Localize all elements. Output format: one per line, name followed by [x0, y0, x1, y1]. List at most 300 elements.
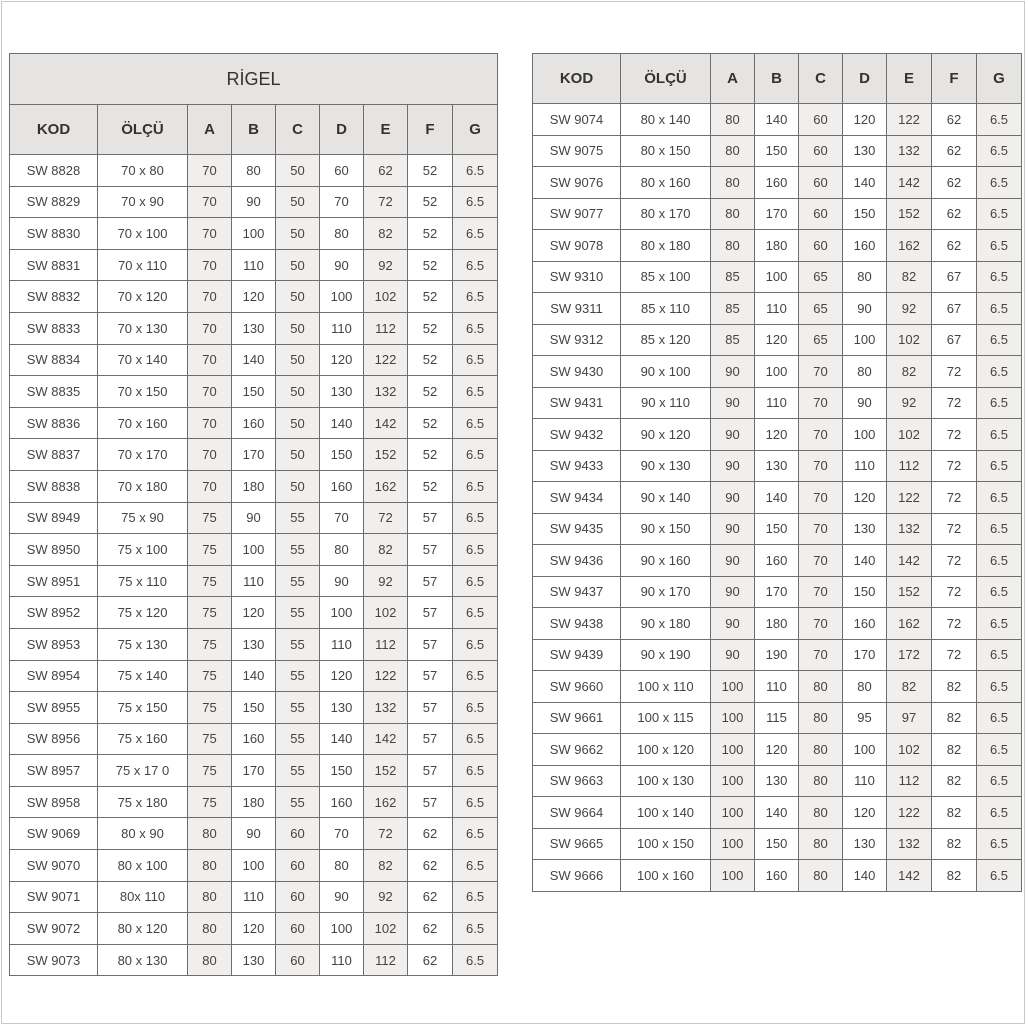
- column-header-kod: KOD: [533, 54, 621, 104]
- cell-kod: SW 9076: [533, 167, 621, 199]
- cell-d: 80: [843, 671, 887, 703]
- table-row: [10, 218, 498, 250]
- cell-b: 120: [755, 734, 799, 766]
- cell-e: 82: [364, 850, 408, 882]
- cell-b: 150: [755, 513, 799, 545]
- column-header-e: E: [364, 105, 408, 155]
- cell-d: 100: [843, 419, 887, 451]
- cell-b: 160: [755, 860, 799, 892]
- cell-b: 110: [232, 881, 276, 913]
- column-header-a: A: [711, 54, 755, 104]
- cell-e: 142: [887, 860, 932, 892]
- cell-d: 90: [843, 387, 887, 419]
- cell-f: 52: [408, 407, 453, 439]
- cell-e: 122: [364, 344, 408, 376]
- cell-ölçü: 75 x 150: [98, 692, 188, 724]
- column-header-e: E: [887, 54, 932, 104]
- cell-f: 72: [932, 545, 977, 577]
- cell-a: 90: [711, 482, 755, 514]
- cell-a: 90: [711, 419, 755, 451]
- cell-e: 112: [887, 765, 932, 797]
- cell-a: 90: [711, 387, 755, 419]
- cell-b: 170: [755, 576, 799, 608]
- cell-a: 75: [188, 692, 232, 724]
- cell-b: 100: [232, 534, 276, 566]
- cell-d: 130: [843, 135, 887, 167]
- cell-g: 6.5: [453, 565, 498, 597]
- cell-c: 55: [276, 628, 320, 660]
- cell-kod: SW 8836: [10, 407, 98, 439]
- cell-d: 150: [320, 439, 364, 471]
- cell-d: 100: [320, 281, 364, 313]
- cell-c: 65: [799, 261, 843, 293]
- cell-d: 120: [320, 344, 364, 376]
- cell-c: 50: [276, 218, 320, 250]
- cell-f: 82: [932, 765, 977, 797]
- cell-f: 62: [932, 167, 977, 199]
- cell-b: 170: [232, 755, 276, 787]
- cell-ölçü: 70 x 120: [98, 281, 188, 313]
- cell-e: 102: [364, 281, 408, 313]
- cell-b: 110: [755, 671, 799, 703]
- cell-ölçü: 70 x 110: [98, 249, 188, 281]
- cell-e: 92: [364, 881, 408, 913]
- cell-a: 100: [711, 765, 755, 797]
- cell-c: 65: [799, 324, 843, 356]
- cell-ölçü: 70 x 150: [98, 376, 188, 408]
- cell-g: 6.5: [453, 818, 498, 850]
- cell-d: 80: [320, 534, 364, 566]
- cell-kod: SW 9074: [533, 104, 621, 136]
- cell-c: 50: [276, 439, 320, 471]
- cell-c: 55: [276, 565, 320, 597]
- cell-f: 62: [408, 944, 453, 976]
- column-header-g: G: [453, 105, 498, 155]
- cell-d: 110: [320, 628, 364, 660]
- cell-a: 80: [711, 104, 755, 136]
- cell-a: 100: [711, 860, 755, 892]
- table-row: [533, 576, 1022, 608]
- cell-e: 162: [887, 230, 932, 262]
- cell-e: 142: [887, 167, 932, 199]
- cell-c: 60: [799, 135, 843, 167]
- cell-c: 50: [276, 155, 320, 187]
- cell-g: 6.5: [977, 450, 1022, 482]
- cell-g: 6.5: [977, 324, 1022, 356]
- cell-kod: SW 8955: [10, 692, 98, 724]
- cell-ölçü: 75 x 130: [98, 628, 188, 660]
- cell-a: 70: [188, 312, 232, 344]
- cell-e: 102: [887, 734, 932, 766]
- cell-b: 150: [755, 828, 799, 860]
- cell-kod: SW 8829: [10, 186, 98, 218]
- cell-c: 55: [276, 755, 320, 787]
- table-row: [10, 344, 498, 376]
- table-row: [533, 293, 1022, 325]
- cell-e: 72: [364, 818, 408, 850]
- table-row: [533, 167, 1022, 199]
- cell-f: 52: [408, 344, 453, 376]
- cell-f: 52: [408, 470, 453, 502]
- cell-a: 100: [711, 828, 755, 860]
- cell-f: 62: [932, 230, 977, 262]
- table-row: [10, 818, 498, 850]
- table-row: [533, 135, 1022, 167]
- cell-g: 6.5: [977, 860, 1022, 892]
- cell-e: 132: [364, 376, 408, 408]
- cell-d: 80: [320, 218, 364, 250]
- cell-c: 80: [799, 828, 843, 860]
- cell-b: 110: [755, 387, 799, 419]
- cell-g: 6.5: [977, 828, 1022, 860]
- cell-kod: SW 9660: [533, 671, 621, 703]
- cell-kod: SW 9432: [533, 419, 621, 451]
- table-row: [533, 734, 1022, 766]
- cell-e: 152: [887, 576, 932, 608]
- cell-c: 70: [799, 482, 843, 514]
- cell-f: 82: [932, 671, 977, 703]
- cell-f: 62: [408, 818, 453, 850]
- cell-a: 80: [188, 913, 232, 945]
- table-row: [10, 913, 498, 945]
- cell-b: 130: [232, 628, 276, 660]
- table-row: [10, 692, 498, 724]
- table-row: [533, 324, 1022, 356]
- cell-b: 170: [755, 198, 799, 230]
- cell-ölçü: 80 x 130: [98, 944, 188, 976]
- cell-ölçü: 100 x 115: [621, 702, 711, 734]
- column-header-kod: KOD: [10, 105, 98, 155]
- table-row: [533, 450, 1022, 482]
- cell-a: 85: [711, 293, 755, 325]
- cell-e: 122: [887, 797, 932, 829]
- cell-e: 97: [887, 702, 932, 734]
- cell-a: 100: [711, 671, 755, 703]
- cell-d: 170: [843, 639, 887, 671]
- cell-d: 140: [320, 723, 364, 755]
- cell-f: 82: [932, 860, 977, 892]
- table-header-row: [10, 105, 498, 155]
- table-row: [533, 419, 1022, 451]
- table-title: RİGEL: [10, 54, 498, 105]
- cell-kod: SW 8951: [10, 565, 98, 597]
- cell-g: 6.5: [977, 608, 1022, 640]
- cell-f: 82: [932, 702, 977, 734]
- cell-ölçü: 85 x 100: [621, 261, 711, 293]
- cell-b: 170: [232, 439, 276, 471]
- cell-e: 82: [887, 671, 932, 703]
- cell-c: 70: [799, 639, 843, 671]
- cell-a: 90: [711, 513, 755, 545]
- cell-f: 52: [408, 281, 453, 313]
- cell-g: 6.5: [977, 167, 1022, 199]
- cell-g: 6.5: [453, 470, 498, 502]
- cell-ölçü: 75 x 100: [98, 534, 188, 566]
- rigel-table-right: [532, 53, 1022, 892]
- cell-b: 140: [232, 344, 276, 376]
- cell-g: 6.5: [977, 293, 1022, 325]
- cell-g: 6.5: [453, 628, 498, 660]
- cell-a: 80: [711, 135, 755, 167]
- cell-d: 130: [843, 828, 887, 860]
- cell-b: 180: [755, 608, 799, 640]
- cell-c: 50: [276, 344, 320, 376]
- table-row: [10, 723, 498, 755]
- cell-g: 6.5: [977, 765, 1022, 797]
- cell-c: 50: [276, 312, 320, 344]
- cell-d: 140: [843, 860, 887, 892]
- cell-f: 57: [408, 755, 453, 787]
- table-row: [10, 155, 498, 187]
- cell-a: 90: [711, 356, 755, 388]
- cell-g: 6.5: [977, 356, 1022, 388]
- cell-ölçü: 80 x 100: [98, 850, 188, 882]
- cell-a: 80: [711, 230, 755, 262]
- table-row: [533, 639, 1022, 671]
- cell-a: 85: [711, 324, 755, 356]
- cell-g: 6.5: [453, 186, 498, 218]
- cell-kod: SW 9312: [533, 324, 621, 356]
- column-header-b: B: [232, 105, 276, 155]
- cell-a: 70: [188, 218, 232, 250]
- cell-g: 6.5: [977, 576, 1022, 608]
- cell-f: 62: [408, 850, 453, 882]
- rigel-table-left: [9, 53, 498, 976]
- cell-a: 90: [711, 450, 755, 482]
- cell-d: 160: [843, 608, 887, 640]
- cell-ölçü: 90 x 110: [621, 387, 711, 419]
- cell-kod: SW 9439: [533, 639, 621, 671]
- cell-kod: SW 8958: [10, 786, 98, 818]
- cell-f: 72: [932, 356, 977, 388]
- cell-f: 82: [932, 734, 977, 766]
- cell-ölçü: 75 x 160: [98, 723, 188, 755]
- cell-kod: SW 8953: [10, 628, 98, 660]
- cell-b: 130: [755, 450, 799, 482]
- cell-ölçü: 90 x 130: [621, 450, 711, 482]
- cell-c: 60: [276, 818, 320, 850]
- table-row: [533, 104, 1022, 136]
- cell-d: 130: [320, 376, 364, 408]
- cell-e: 142: [364, 723, 408, 755]
- cell-ölçü: 90 x 150: [621, 513, 711, 545]
- cell-a: 70: [188, 376, 232, 408]
- cell-d: 95: [843, 702, 887, 734]
- cell-g: 6.5: [453, 344, 498, 376]
- cell-a: 75: [188, 755, 232, 787]
- cell-a: 75: [188, 565, 232, 597]
- cell-kod: SW 9431: [533, 387, 621, 419]
- column-header-c: C: [799, 54, 843, 104]
- cell-e: 162: [364, 470, 408, 502]
- cell-ölçü: 85 x 110: [621, 293, 711, 325]
- cell-a: 85: [711, 261, 755, 293]
- cell-e: 92: [887, 387, 932, 419]
- cell-d: 100: [843, 734, 887, 766]
- table-body: [533, 104, 1022, 892]
- table-row: [10, 470, 498, 502]
- cell-f: 72: [932, 608, 977, 640]
- cell-e: 122: [887, 482, 932, 514]
- column-header-ölçü: ÖLÇÜ: [621, 54, 711, 104]
- cell-kod: SW 9310: [533, 261, 621, 293]
- cell-g: 6.5: [453, 850, 498, 882]
- cell-a: 70: [188, 249, 232, 281]
- cell-g: 6.5: [453, 597, 498, 629]
- cell-ölçü: 75 x 180: [98, 786, 188, 818]
- cell-f: 72: [932, 513, 977, 545]
- table-row: [10, 660, 498, 692]
- cell-d: 140: [320, 407, 364, 439]
- cell-d: 130: [320, 692, 364, 724]
- cell-a: 75: [188, 534, 232, 566]
- cell-a: 70: [188, 470, 232, 502]
- cell-kod: SW 8830: [10, 218, 98, 250]
- cell-g: 6.5: [453, 249, 498, 281]
- cell-ölçü: 80 x 180: [621, 230, 711, 262]
- cell-ölçü: 70 x 170: [98, 439, 188, 471]
- cell-ölçü: 100 x 110: [621, 671, 711, 703]
- cell-g: 6.5: [977, 419, 1022, 451]
- cell-d: 120: [843, 797, 887, 829]
- cell-d: 90: [320, 565, 364, 597]
- cell-ölçü: 75 x 90: [98, 502, 188, 534]
- cell-kod: SW 9434: [533, 482, 621, 514]
- cell-kod: SW 8956: [10, 723, 98, 755]
- cell-g: 6.5: [453, 281, 498, 313]
- cell-c: 80: [799, 765, 843, 797]
- cell-d: 60: [320, 155, 364, 187]
- cell-c: 70: [799, 356, 843, 388]
- cell-a: 75: [188, 723, 232, 755]
- cell-d: 90: [320, 881, 364, 913]
- cell-ölçü: 90 x 160: [621, 545, 711, 577]
- cell-g: 6.5: [453, 439, 498, 471]
- table-row: [10, 628, 498, 660]
- cell-kod: SW 9662: [533, 734, 621, 766]
- cell-d: 120: [320, 660, 364, 692]
- cell-f: 52: [408, 218, 453, 250]
- cell-g: 6.5: [977, 671, 1022, 703]
- cell-b: 150: [755, 135, 799, 167]
- table-row: [10, 186, 498, 218]
- cell-g: 6.5: [453, 534, 498, 566]
- cell-a: 90: [711, 545, 755, 577]
- table-row: [10, 755, 498, 787]
- cell-kod: SW 9069: [10, 818, 98, 850]
- column-header-b: B: [755, 54, 799, 104]
- cell-g: 6.5: [977, 797, 1022, 829]
- cell-f: 57: [408, 597, 453, 629]
- table-row: [533, 702, 1022, 734]
- cell-g: 6.5: [977, 261, 1022, 293]
- cell-d: 160: [843, 230, 887, 262]
- cell-c: 80: [799, 734, 843, 766]
- cell-f: 57: [408, 786, 453, 818]
- table-row: [533, 671, 1022, 703]
- cell-e: 162: [364, 786, 408, 818]
- cell-ölçü: 80 x 150: [621, 135, 711, 167]
- cell-a: 90: [711, 639, 755, 671]
- cell-g: 6.5: [453, 786, 498, 818]
- cell-e: 122: [887, 104, 932, 136]
- cell-f: 52: [408, 376, 453, 408]
- table-row: [533, 387, 1022, 419]
- cell-c: 70: [799, 419, 843, 451]
- table-row: [533, 356, 1022, 388]
- cell-e: 142: [364, 407, 408, 439]
- cell-b: 140: [232, 660, 276, 692]
- cell-a: 80: [188, 881, 232, 913]
- column-header-f: F: [932, 54, 977, 104]
- cell-kod: SW 8949: [10, 502, 98, 534]
- cell-f: 67: [932, 324, 977, 356]
- cell-c: 70: [799, 545, 843, 577]
- table-row: [533, 860, 1022, 892]
- cell-e: 112: [887, 450, 932, 482]
- cell-g: 6.5: [453, 913, 498, 945]
- cell-f: 57: [408, 692, 453, 724]
- cell-g: 6.5: [453, 312, 498, 344]
- cell-a: 80: [711, 167, 755, 199]
- cell-kod: SW 9666: [533, 860, 621, 892]
- cell-c: 70: [799, 576, 843, 608]
- cell-g: 6.5: [977, 545, 1022, 577]
- cell-ölçü: 75 x 110: [98, 565, 188, 597]
- cell-d: 90: [843, 293, 887, 325]
- cell-e: 172: [887, 639, 932, 671]
- cell-f: 57: [408, 723, 453, 755]
- table-row: [10, 249, 498, 281]
- cell-f: 62: [932, 135, 977, 167]
- cell-kod: SW 8838: [10, 470, 98, 502]
- cell-kod: SW 9072: [10, 913, 98, 945]
- cell-b: 120: [755, 324, 799, 356]
- cell-b: 100: [232, 850, 276, 882]
- cell-kod: SW 8835: [10, 376, 98, 408]
- cell-ölçü: 90 x 120: [621, 419, 711, 451]
- cell-d: 70: [320, 818, 364, 850]
- cell-kod: SW 9665: [533, 828, 621, 860]
- cell-b: 160: [755, 167, 799, 199]
- cell-c: 50: [276, 376, 320, 408]
- column-header-ölçü: ÖLÇÜ: [98, 105, 188, 155]
- cell-b: 100: [755, 261, 799, 293]
- table-row: [10, 281, 498, 313]
- table-row: [10, 597, 498, 629]
- cell-e: 102: [887, 324, 932, 356]
- cell-d: 140: [843, 167, 887, 199]
- table-row: [533, 545, 1022, 577]
- cell-kod: SW 8837: [10, 439, 98, 471]
- cell-f: 57: [408, 660, 453, 692]
- cell-c: 60: [276, 850, 320, 882]
- cell-e: 112: [364, 944, 408, 976]
- table-row: [533, 608, 1022, 640]
- cell-c: 55: [276, 660, 320, 692]
- cell-f: 57: [408, 534, 453, 566]
- cell-f: 62: [932, 198, 977, 230]
- table-row: [533, 230, 1022, 262]
- cell-e: 82: [887, 356, 932, 388]
- cell-d: 160: [320, 470, 364, 502]
- cell-c: 70: [799, 513, 843, 545]
- cell-g: 6.5: [977, 639, 1022, 671]
- cell-a: 80: [188, 818, 232, 850]
- table-row: [533, 513, 1022, 545]
- cell-d: 130: [843, 513, 887, 545]
- cell-kod: SW 8833: [10, 312, 98, 344]
